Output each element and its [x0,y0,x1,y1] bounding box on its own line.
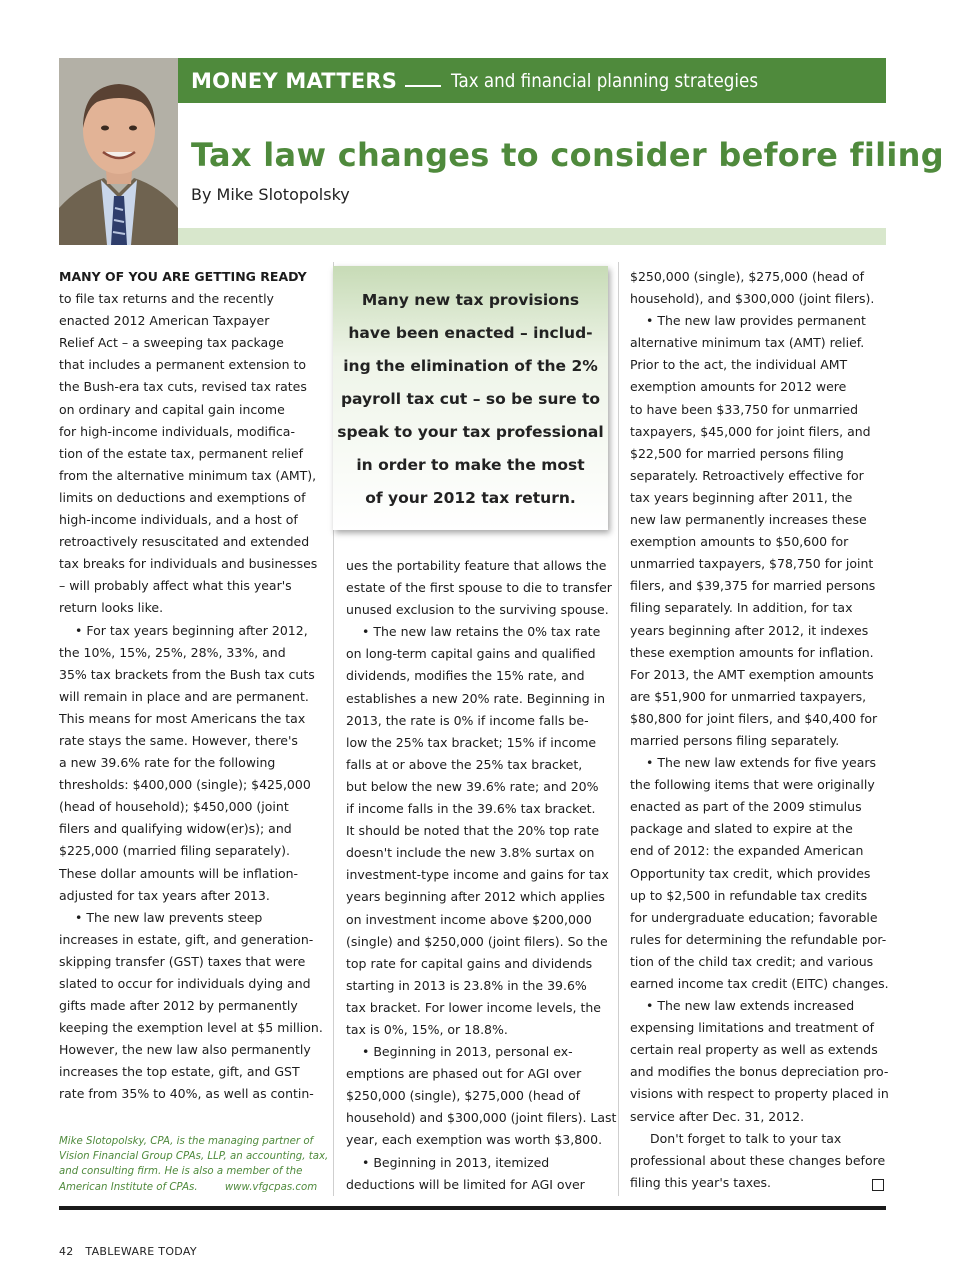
body-line: from the alternative minimum tax (AMT), [59,467,317,483]
body-line: alternative minimum tax (AMT) relief. [630,335,865,351]
body-line: rules for determining the refundable por- [630,931,887,947]
bullet-line: • The new law prevents steep [75,909,263,925]
body-line: exemption amounts to $50,600 for [630,534,849,550]
page-footer [59,1245,197,1258]
body-line: to have been $33,750 for unmarried [630,401,859,417]
body-line: doesn't include the new 3.8% surtax on [346,845,595,861]
body-line: filing this year's taxes. [630,1174,771,1190]
pull-quote-line: Many new tax provisions [361,291,580,309]
body-line: tax is 0%, 15%, or 18.8%. [346,1021,508,1037]
column-divider [618,262,619,1196]
article-column-3 [630,266,890,1194]
body-line: ues the portability feature that allows the [346,558,607,573]
body-line: tion of the estate tax, permanent relief [59,445,304,461]
body-line: the 10%, 15%, 25%, 28%, 33%, and [59,644,286,660]
body-line: For 2013, the AMT exemption amounts [630,666,874,682]
body-line: certain real property as well as extends [630,1042,878,1058]
body-line: retroactively resuscitated and extended [59,534,310,550]
article-column-1 [59,266,321,1106]
body-line: However, the new law also permanently [59,1042,311,1058]
publication-name: TABLEWARE TODAY [85,1245,197,1258]
body-line: a new 39.6% rate for the following [59,755,276,771]
body-line: exemption amounts for 2012 were [630,379,847,395]
body-line: adjusted for tax years after 2013. [59,887,270,903]
body-line: Prior to the act, the individual AMT [630,357,848,373]
body-line: the Bush-era tax cuts, revised tax rates [59,379,307,395]
pull-quote-line: speak to your tax professional [337,423,604,441]
body-line: are $51,900 for unmarried taxpayers, [630,688,867,704]
pull-quote-line: in order to make the most [356,456,585,474]
body-line: the following items that were originally [630,777,875,793]
page-number: 42 [59,1245,74,1258]
body-line: tax breaks for individuals and businesses [59,556,318,572]
body-line: years beginning after 2012 which applies [346,889,605,905]
bullet-line: • For tax years beginning after 2012, [75,622,308,638]
body-line: for undergraduate education; favorable [630,909,878,925]
article-column-2 [346,555,617,1196]
body-line: household), and $300,000 (joint filers). [630,291,875,307]
body-line: filers and qualifying widow(er)s); and [59,821,292,837]
closing-line: Don't forget to talk to your tax [650,1130,842,1146]
body-line: year, each exemption was worth $3,800. [346,1132,603,1148]
body-line: and modifies the bonus depreciation pro- [630,1064,889,1080]
website-link[interactable]: www.vfgcpas.com [224,1181,318,1193]
body-line: $80,800 for joint filers, and $40,400 for [630,710,878,726]
body-line: tax years beginning after 2011, the [630,489,853,505]
body-line: filers, and $39,375 for married persons [630,578,876,594]
body-line: enacted 2012 American Taxpayer [59,313,270,329]
body-line: slated to occur for individuals dying and [59,976,311,991]
body-line: falls at or above the 25% tax bracket, [346,756,583,772]
body-line: these exemption amounts for inflation. [630,644,874,660]
body-line: dividends, modifies the 15% rate, and [346,668,585,684]
bullet-line: • The new law retains the 0% tax rate [362,624,601,640]
body-line: (single) and $250,000 (joint filers). So the [346,933,608,949]
bio-line [59,1180,321,1195]
body-line: on ordinary and capital gain income [59,401,285,417]
body-line: that includes a permanent extension to [59,357,307,373]
body-line: $250,000 (single), $275,000 (head of [630,269,865,284]
body-line: filing separately. In addition, for tax [630,600,853,616]
bio-line-text: American Institute of CPAs. [59,1181,198,1193]
body-line: expensing limitations and treatment of [630,1020,875,1036]
section-subtitle: Tax and financial planning strategies [451,69,759,92]
body-line: thresholds: $400,000 (single); $425,000 [59,777,311,793]
bullet-line: • The new law extends increased [646,998,855,1014]
bullet-line: • The new law extends for five years [646,755,877,771]
body-line: deductions will be limited for AGI over [346,1176,585,1192]
end-of-article-mark [872,1179,884,1191]
body-line: end of 2012: the expanded American [630,843,864,859]
body-line: package and slated to expire at the [630,821,853,837]
body-line: up to $2,500 in refundable tax credits [630,887,868,903]
pull-quote-line: have been enacted – includ- [348,324,593,342]
body-line: on investment income above $200,000 [346,911,592,927]
section-name: MONEY MATTERS [191,68,398,93]
body-line: married persons filing separately. [630,732,840,748]
author-portrait-image [59,58,178,245]
pull-quote-line: payroll tax cut – so be sure to [340,390,601,408]
bullet-line: • The new law provides permanent [646,313,866,329]
body-line: rate stays the same. However, there's [59,732,298,748]
body-line: keeping the exemption level at $5 million. [59,1020,323,1036]
body-line: 2013, the rate is 0% if income falls be- [346,712,589,728]
bio-line: Mike Slotopolsky, CPA, is the managing partner of [59,1136,314,1147]
body-line: $225,000 (married filing separately). [59,843,291,859]
body-line: rate from 35% to 40%, as well as contin- [59,1086,314,1102]
body-line: professional about these changes before [630,1152,886,1168]
body-line: taxpayers, $45,000 for joint filers, and [630,423,871,439]
body-line: for high-income individuals, modifica- [59,423,295,439]
body-line: new law permanently increases these [630,512,867,528]
lead-in: MANY OF YOU ARE GETTING READY [59,269,307,284]
bullet-line: • Beginning in 2013, personal ex- [362,1044,573,1060]
body-line: emptions are phased out for AGI over [346,1066,582,1082]
section-banner [178,58,886,103]
body-line: $250,000 (single), $275,000 (head of [346,1088,581,1104]
body-line: increases the top estate, gift, and GST [59,1064,300,1080]
body-line: It should be noted that the 20% top rate [346,823,600,839]
body-line: gifts made after 2012 by permanently [59,998,298,1014]
body-line: Opportunity tax credit, which provides [630,865,871,881]
body-line: Relief Act – a sweeping tax package [59,335,284,351]
body-line: tion of the child tax credit; and various [630,953,874,969]
header-accent-bar [178,228,886,245]
body-line: – will probably affect what this year's [59,578,292,594]
body-line: years beginning after 2012, it indexes [630,622,869,638]
body-line: 35% tax brackets from the Bush tax cuts [59,666,315,682]
pull-quote-line: of your 2012 tax return. [365,489,576,507]
body-line: This means for most Americans the tax [59,710,306,726]
body-line: increases in estate, gift, and generation- [59,931,314,947]
body-line: separately. Retroactively effective for [630,467,864,483]
body-line: These dollar amounts will be inflation- [59,865,299,881]
bio-line: Vision Financial Group CPAs, LLP, an accounting, tax, [59,1151,329,1163]
body-line: return looks like. [59,600,164,616]
body-line: but below the new 39.6% rate; and 20% [346,778,599,794]
body-line: service after Dec. 31, 2012. [630,1108,805,1124]
footer-rule [59,1206,886,1210]
author-bio [59,1134,329,1195]
author-photo [59,58,178,245]
body-line: high-income individuals, and a host of [59,512,298,528]
body-line: enacted as part of the 2009 stimulus [630,799,862,815]
body-line: unused exclusion to the surviving spouse. [346,602,609,618]
body-line: investment-type income and gains for tax [346,867,609,883]
pull-quote [333,266,608,530]
banner-divider [405,85,441,87]
body-line: low the 25% tax bracket; 15% if income [346,734,597,750]
body-line: household) and $300,000 (joint filers). Last [346,1110,617,1126]
body-line: to file tax returns and the recently [59,291,274,307]
body-line: top rate for capital gains and dividends [346,955,593,971]
pull-quote-line: ing the elimination of the 2% [343,357,598,375]
body-line: (head of household); $450,000 (joint [59,799,289,815]
article-title: Tax law changes to consider before filing [191,136,944,174]
body-line: earned income tax credit (EITC) changes. [630,976,889,991]
body-line: establishes a new 20% rate. Beginning in [346,690,606,706]
body-line: tax bracket. For lower income levels, the [346,999,601,1015]
body-line: visions with respect to property placed in [630,1086,889,1102]
body-line: estate of the first spouse to die to transfer [346,580,612,596]
body-line: if income falls in the 39.6% tax bracket. [346,801,596,817]
body-line: unmarried taxpayers, $78,750 for joint [630,556,874,572]
body-line: will remain in place and are permanent. [59,688,309,704]
body-line: limits on deductions and exemptions of [59,489,306,505]
bio-line: and consulting firm. He is also a member of the [59,1166,303,1178]
body-line: skipping transfer (GST) taxes that were [59,953,306,969]
body-line: $22,500 for married persons filing [630,445,844,461]
body-line: on long-term capital gains and qualified [346,646,596,662]
body-line: starting in 2013 is 23.8% in the 39.6% [346,977,587,993]
article-byline: By Mike Slotopolsky [191,185,350,204]
bullet-line: • Beginning in 2013, itemized [362,1154,550,1170]
